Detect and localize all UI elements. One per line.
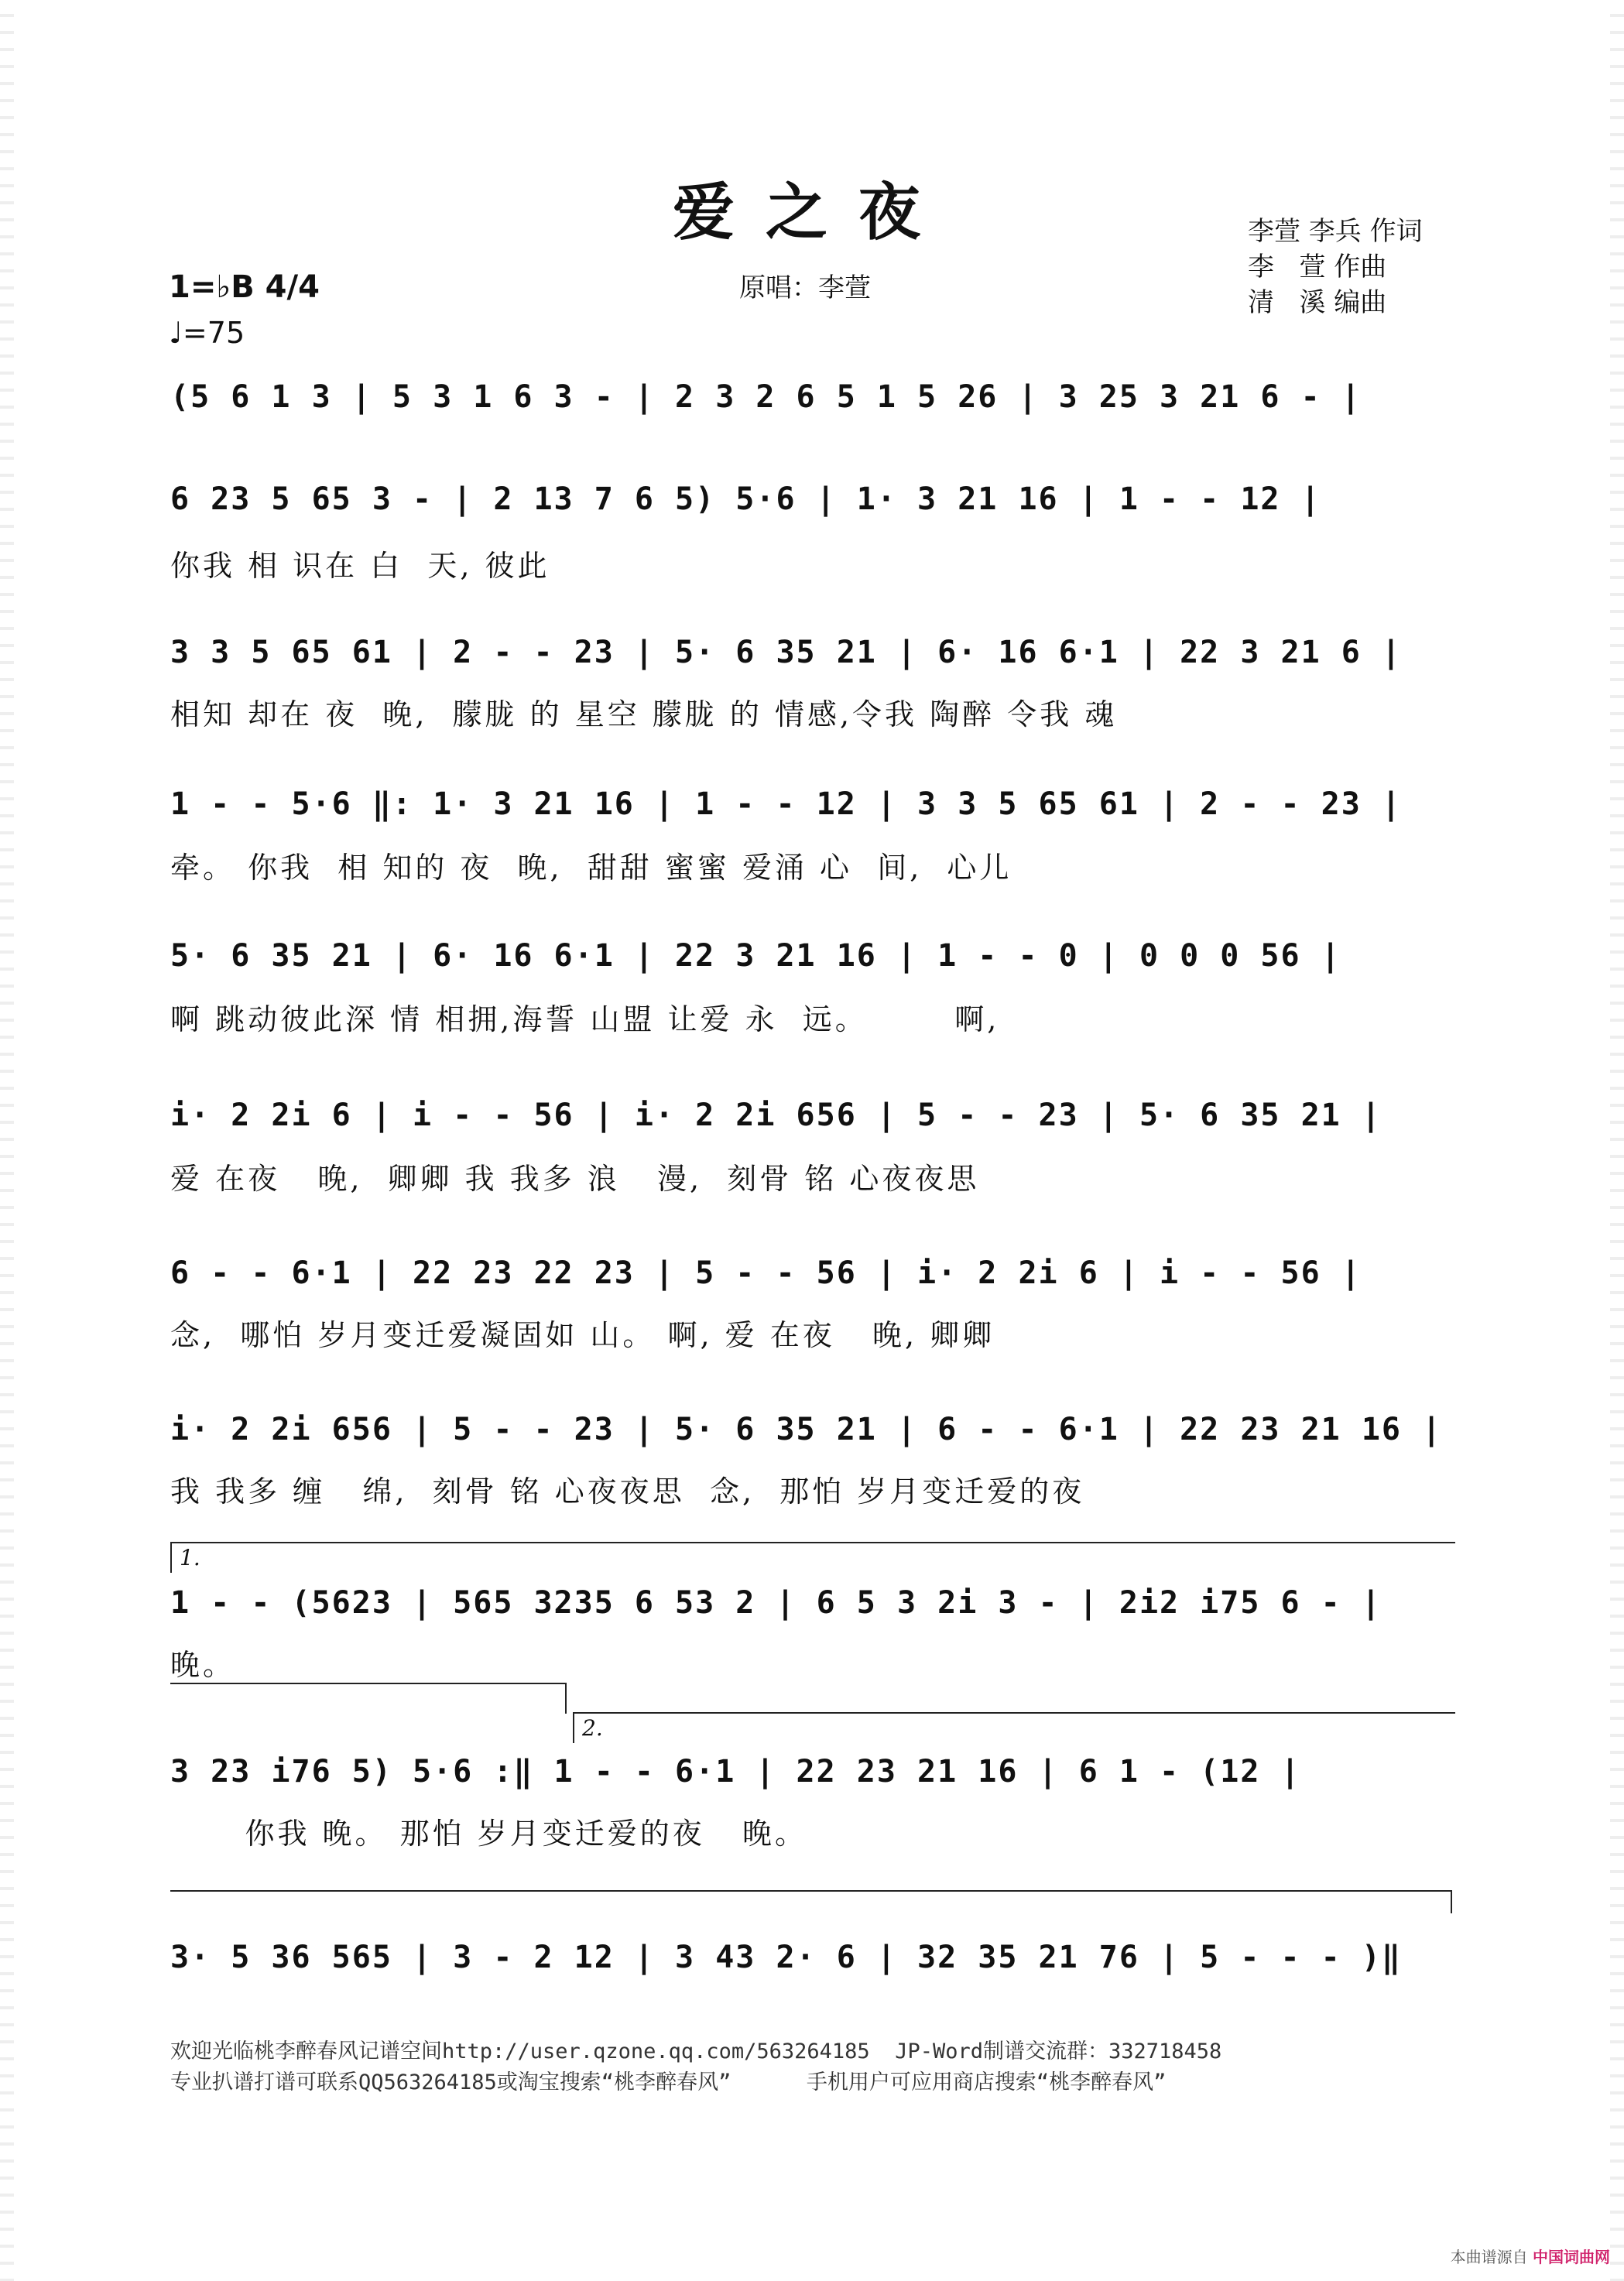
key-signature: 1=♭B 4/4 [169,269,320,305]
coda-bracket-end [1451,1890,1452,1913]
notation-line: i· 2 2i 656 | 5 - - 23 | 5· 6 35 21 | 6 - - 6·1 | 22 23 21 16 | [170,1412,1443,1447]
watermark-text: 本曲谱源自 [1450,2248,1528,2266]
volta-2-bracket [573,1712,1455,1714]
volta-1-bracket-start [170,1542,172,1573]
lyricist-credit: 李萱 李兵 作词 [1248,216,1423,247]
notation-line: 3 23 i76 5) 5·6 :‖ 1 - - 6·1 | 22 23 21 16 | 6 1 - (12 | [170,1754,1301,1790]
lyrics-line: 爱 在夜 晚, 卿卿 我 我多 浪 漫, 刻骨 铭 心夜夜思 [170,1162,980,1196]
arranger-credit: 清 溪 编曲 [1248,287,1387,318]
left-margin-pattern [0,0,14,2281]
volta-1-bracket-cont [170,1683,565,1684]
volta-1-bracket-end [565,1683,567,1714]
footer-line-2: 专业扒谱打谱可联系QQ563264185或淘宝搜索“桃李醉春风” 手机用户可应用商店搜索“桃李醉春风” [170,2070,1167,2094]
lyrics-line: 你我 晚。 那怕 岁月变迁爱的夜 晚。 [170,1817,807,1851]
volta-2-label: 2. [582,1715,603,1741]
notation-line: 3 3 5 65 61 | 2 - - 23 | 5· 6 35 21 | 6· 16 6·1 | 22 3 21 6 | [170,635,1403,670]
lyrics-line: 啊 跳动彼此深 情 相拥,海誓 山盟 让爱 永 远。 啊, [170,1002,1000,1036]
original-singer: 原唱：李萱 [739,272,871,303]
notation-line: i· 2 2i 6 | i - - 56 | i· 2 2i 656 | 5 - - 23 | 5· 6 35 21 | [170,1098,1382,1133]
notation-line: 3· 5 36 565 | 3 - 2 12 | 3 43 2· 6 | 32 35 21 76 | 5 - - - )‖ [170,1940,1403,1975]
notation-line: 5· 6 35 21 | 6· 16 6·1 | 22 3 21 16 | 1 - - 0 | 0 0 0 56 | [170,938,1341,974]
notation-line: 1 - - (5623 | 565 3235 6 53 2 | 6 5 3 2i 3 - | 2i2 i75 6 - | [170,1585,1382,1621]
lyrics-line: 你我 相 识在 白 天, 彼此 [170,549,550,583]
volta-1-bracket [170,1542,1455,1543]
tempo-mark: ♩=75 [169,316,245,350]
lyrics-line: 相知 却在 夜 晚, 朦胧 的 星空 朦胧 的 情感,令我 陶醉 令我 魂 [170,697,1118,731]
lyrics-line: 念, 哪怕 岁月变迁爱凝固如 山。 啊, 爱 在夜 晚, 卿卿 [170,1318,995,1352]
notation-line: 1 - - 5·6 ‖: 1· 3 21 16 | 1 - - 12 | 3 3 5 65 61 | 2 - - 23 | [170,786,1403,822]
composer-credit: 李 萱 作曲 [1248,252,1387,283]
watermark-brand: 中国词曲网 [1533,2248,1610,2266]
footer-line-1: 欢迎光临桃李醉春风记谱空间http://user.qzone.qq.com/563264185 JP-Word制谱交流群：332718458 [170,2040,1222,2064]
notation-line: 6 23 5 65 3 - | 2 13 7 6 5) 5·6 | 1· 3 21 16 | 1 - - 12 | [170,481,1321,517]
lyrics-line: 牵。 你我 相 知的 夜 晚, 甜甜 蜜蜜 爱涌 心 间, 心儿 [170,851,1012,885]
song-title: 爱之夜 [673,176,951,248]
right-margin-pattern [1610,0,1624,2281]
lyrics-line: 晚。 [170,1648,236,1682]
credits [1248,214,1423,320]
volta-2-bracket-start [573,1712,574,1743]
lyrics-line: 我 我多 缠 绵, 刻骨 铭 心夜夜思 念, 那怕 岁月变迁爱的夜 [170,1474,1085,1509]
coda-bracket [170,1890,1451,1892]
notation-line: (5 6 1 3 | 5 3 1 6 3 - | 2 3 2 6 5 1 5 26 | 3 25 3 21 6 - | [170,379,1362,415]
notation-line: 6 - - 6·1 | 22 23 22 23 | 5 - - 56 | i· 2 2i 6 | i - - 56 | [170,1255,1362,1291]
volta-1-label: 1. [180,1545,200,1570]
watermark [1451,2245,1610,2267]
